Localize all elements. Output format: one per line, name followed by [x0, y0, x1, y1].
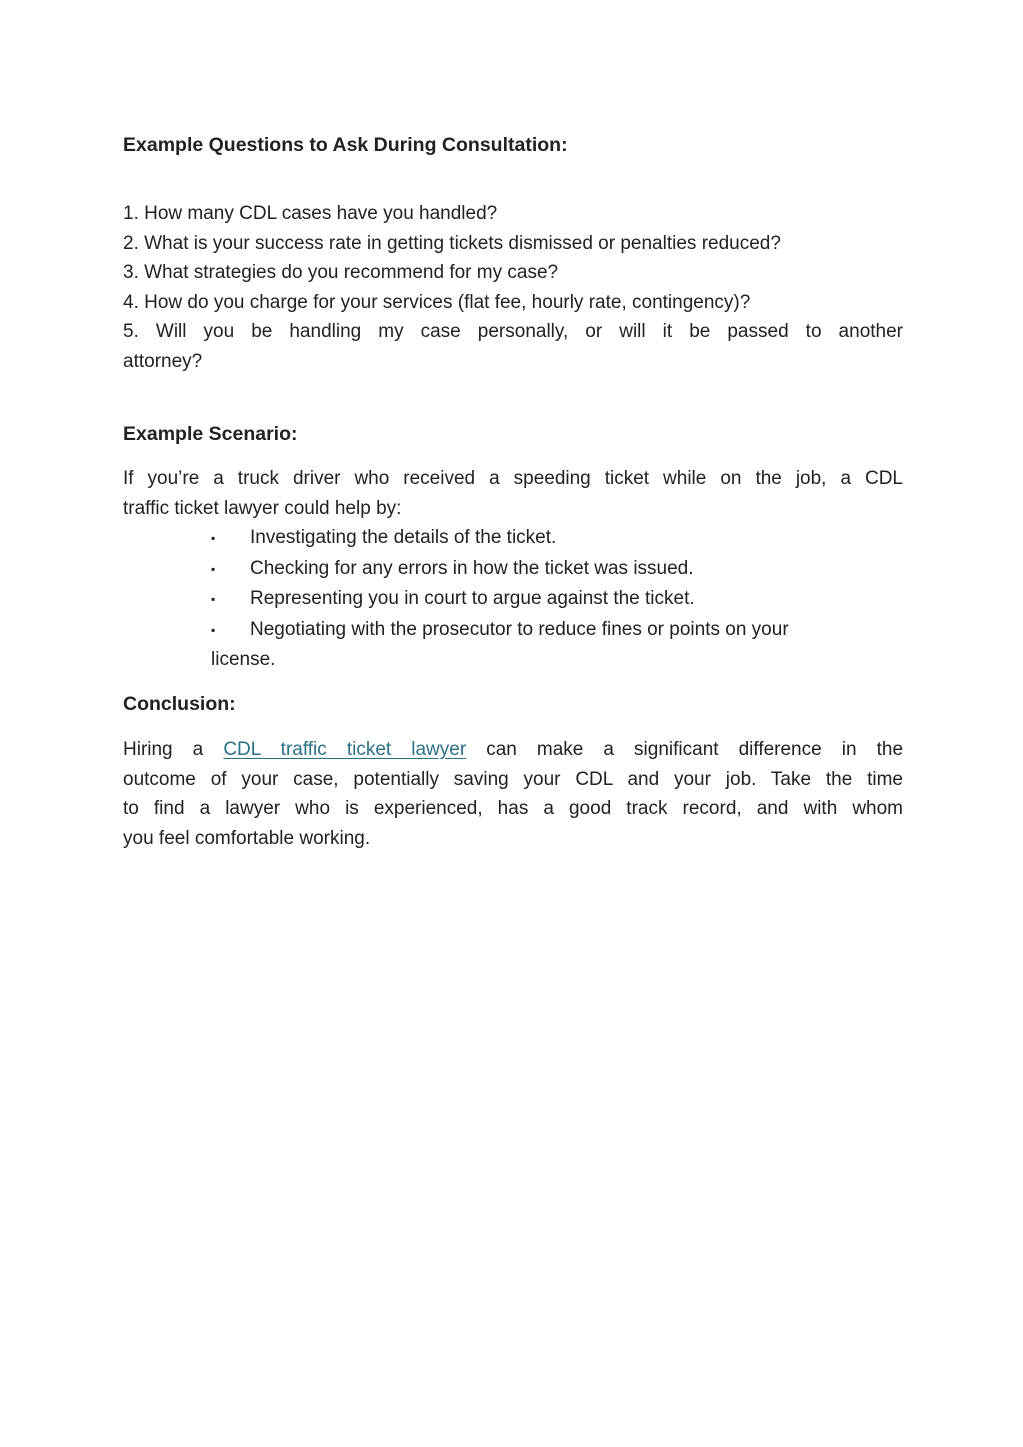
bullet-item-1 [123, 523, 903, 554]
question-item-2: 2. What is your success rate in getting tickets dismissed or penalties reduced? [123, 232, 781, 254]
conclusion-paragraph [123, 735, 903, 853]
conclusion-heading: Conclusion: [123, 693, 236, 715]
conclusion-text-before-link: Hiring a [123, 739, 224, 760]
conclusion-line-4: you feel comfortable working. [123, 827, 371, 849]
bullet-item-text: Investigating the details of the ticket. [250, 527, 557, 548]
question-item-5-line-1: 5. Will you be handling my case personally, or will it be passed to another [123, 321, 903, 342]
question-item-5-line-2: attorney? [123, 350, 203, 372]
square-bullet-icon: ▪ [211, 592, 216, 606]
scenario-intro [123, 464, 903, 523]
conclusion-text-after-link: can make a significant difference in the [466, 739, 904, 760]
question-item-3: 3. What strategies do you recommend for my case? [123, 262, 559, 283]
bullet-item-4-line-2: license. [211, 649, 276, 670]
conclusion-line-3: to find a lawyer who is experienced, has a good track record, and with whom [123, 798, 903, 819]
document-content [123, 0, 903, 853]
question-item-4: 4. How do you charge for your services (flat fee, hourly rate, contingency)? [123, 291, 751, 313]
square-bullet-icon: ▪ [211, 561, 216, 576]
cdl-lawyer-link[interactable]: CDL traffic ticket lawyer [223, 739, 467, 760]
bullet-item-2 [123, 554, 903, 585]
conclusion-line-2: outcome of your case, potentially saving your CDL and your job. Take the time [123, 768, 903, 790]
bullet-item-3 [123, 584, 903, 615]
square-bullet-icon: ▪ [211, 531, 216, 545]
scenario-intro-line-2: traffic ticket lawyer could help by: [123, 497, 402, 519]
question-item-1: 1. How many CDL cases have you handled? [123, 203, 498, 224]
scenario-intro-line-1: If you’re a truck driver who received a speeding ticket while on the job, a CDL [123, 468, 903, 489]
question-list [123, 199, 903, 376]
bullet-item-text: Representing you in court to argue against the ticket. [250, 588, 695, 609]
questions-heading: Example Questions to Ask During Consultation: [123, 134, 568, 156]
square-bullet-icon: ▪ [211, 622, 216, 637]
bullet-item-text: Negotiating with the prosecutor to reduce fines or points on your [250, 618, 789, 640]
bullet-item-text: Checking for any errors in how the ticket was issued. [250, 557, 694, 579]
bullet-item-4-line-1 [123, 615, 903, 646]
scenario-bullet-list [123, 523, 903, 675]
scenario-heading: Example Scenario: [123, 423, 298, 445]
conclusion-line-1 [123, 735, 903, 765]
